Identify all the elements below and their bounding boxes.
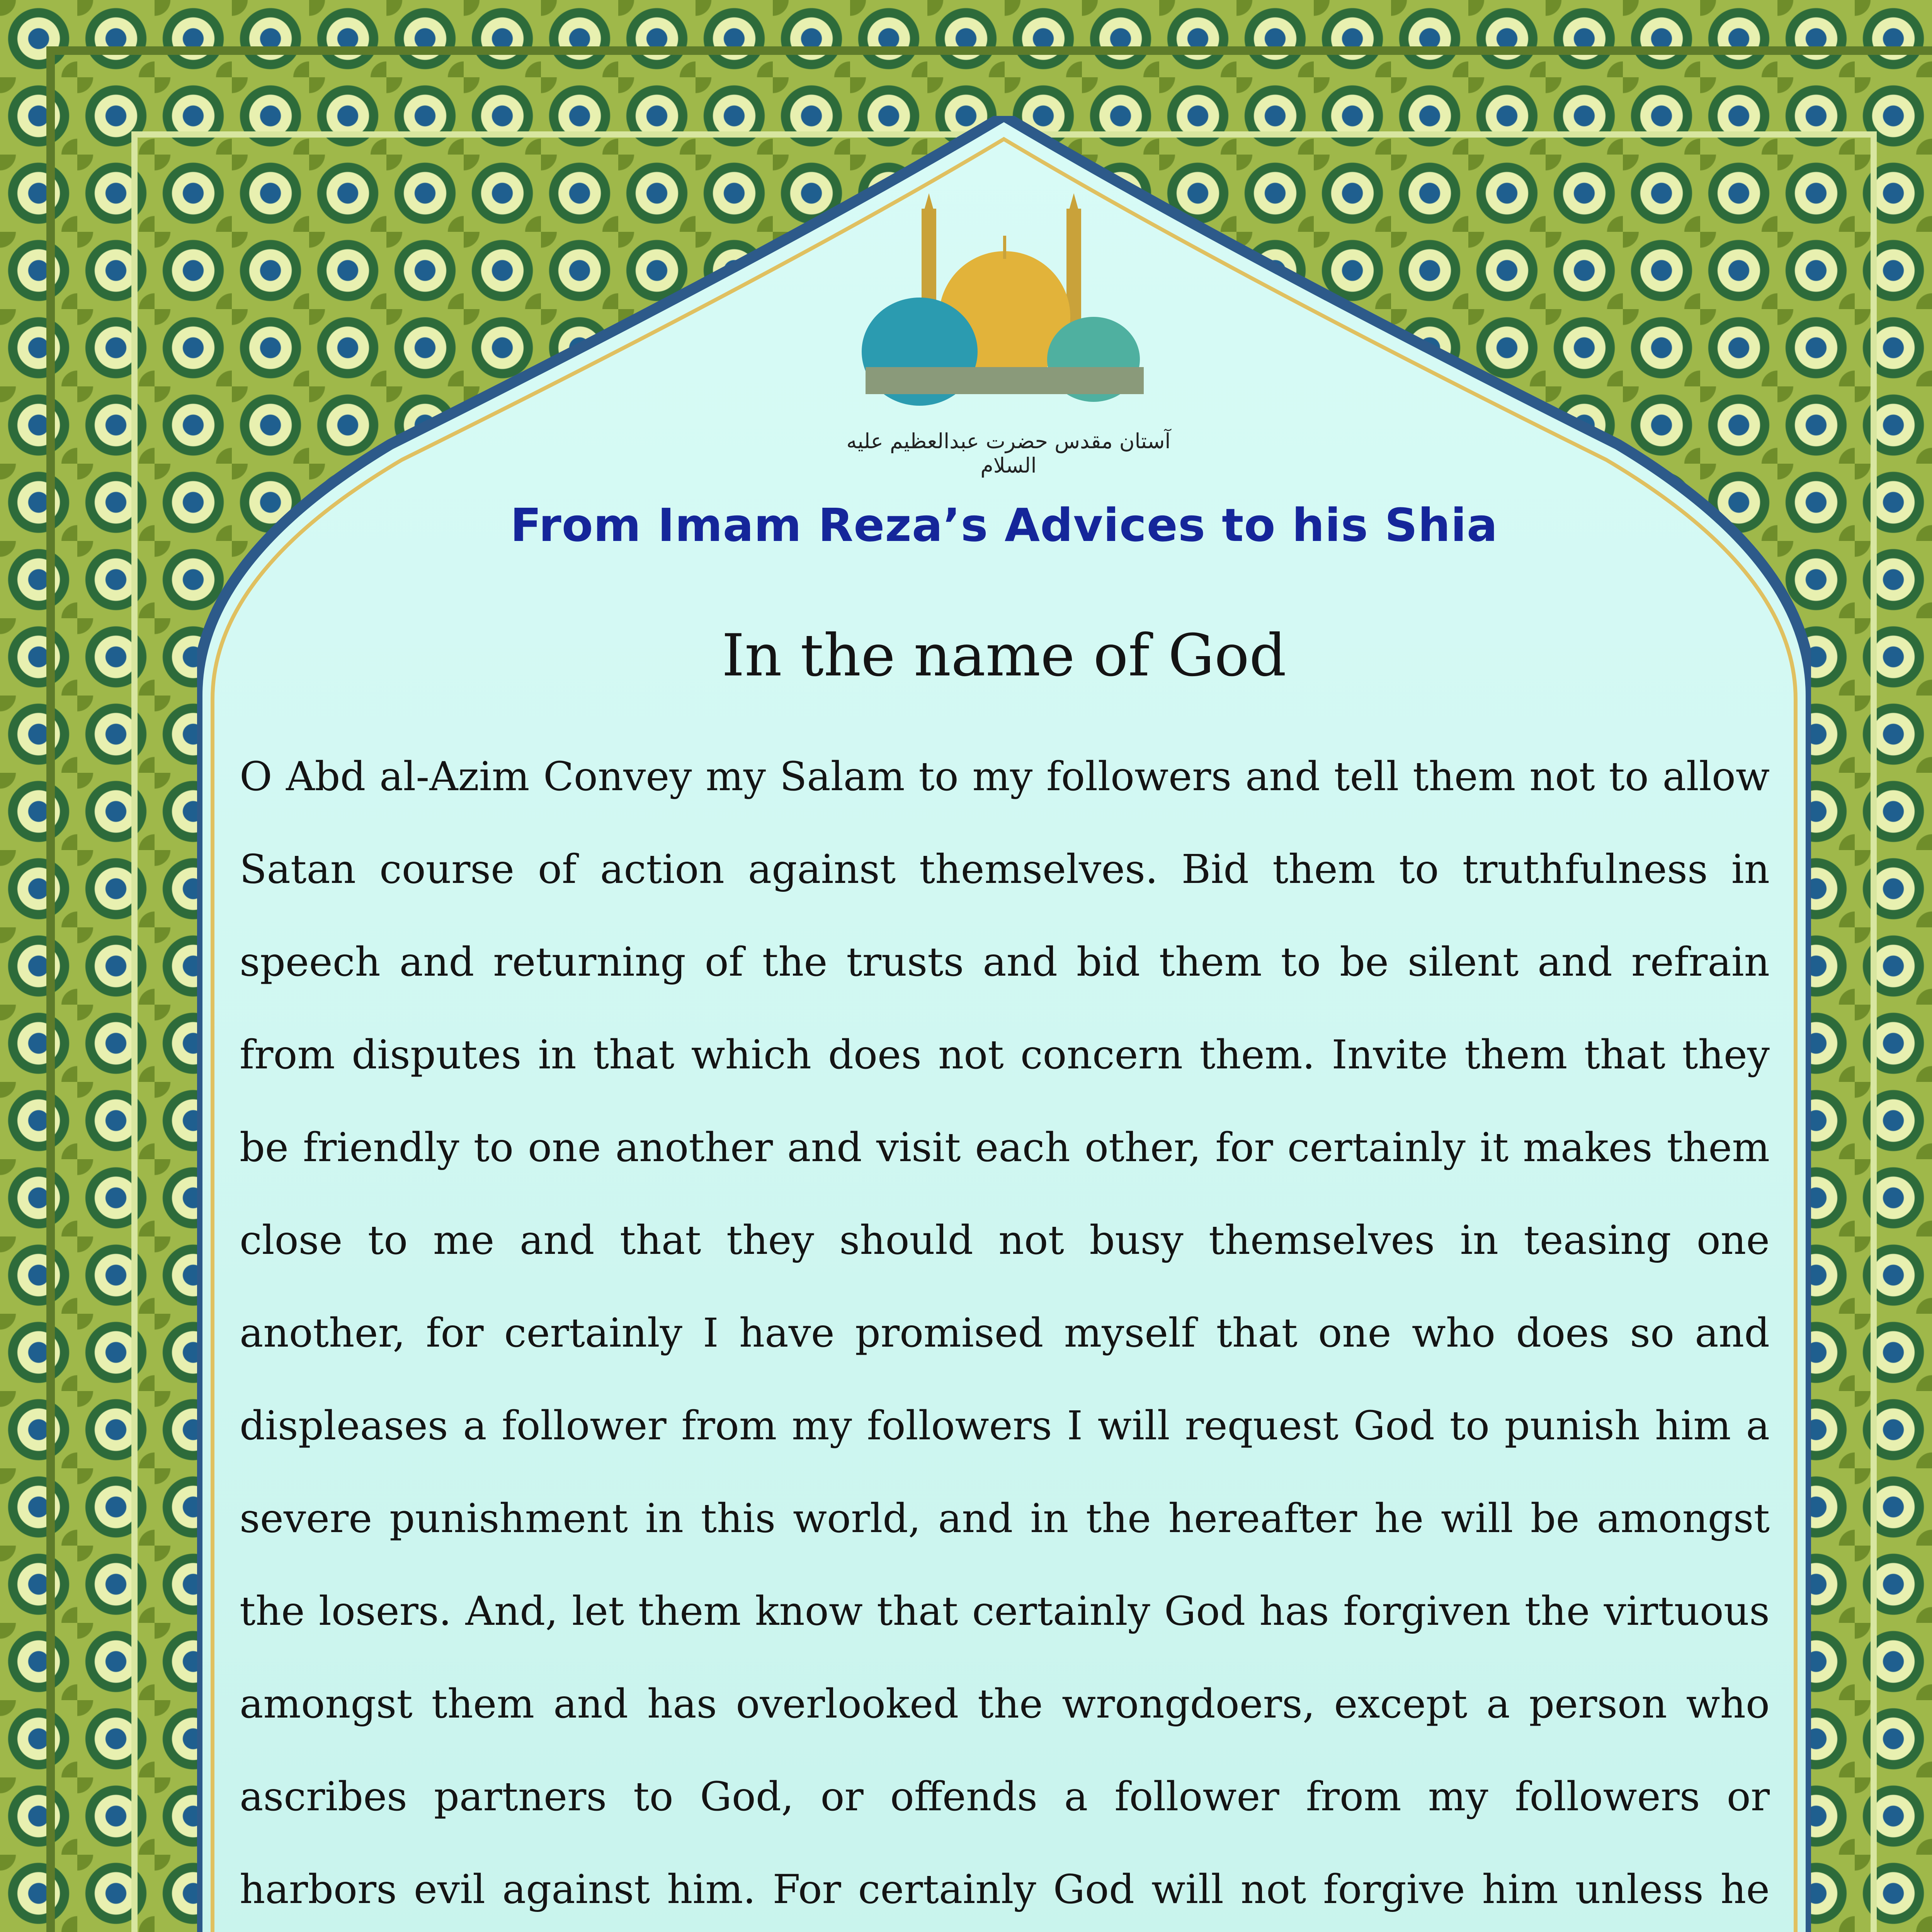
page-title: From Imam Reza’s Advices to his Shia xyxy=(510,498,1498,552)
basmala-heading: In the name of God xyxy=(721,622,1287,689)
emblem-caption: آستان مقدس حضرت عبدالعظیم علیه السلام xyxy=(846,429,1171,478)
advice-text: O Abd al-Azim Convey my Salam to my followers and tell them not to allow Satan course of action against themselves. Bid them to truthfulness in speech and returning of the trusts and bid them to be silent and refrain from disputes in that which does not concern them. Invite them that they be friendly to one another and visit each other, for certainly it makes them close to me and that they should not busy themselves in teasing one another, for certainly I have promised myself that one who does so and displeases a follower from my followers I will request God to punish him a severe punishment in this world, and in the hereafter he will be amongst the losers. And, let them know that certainly God has forgiven the virtuous amongst them and has overlooked the wrongdoers, except a person who ascribes partners to God, or offends a follower from my followers or harbors evil against him. For certainly God will not forgive him unless he xyxy=(240,753,1770,1913)
shrine-domes-icon xyxy=(850,185,1159,456)
